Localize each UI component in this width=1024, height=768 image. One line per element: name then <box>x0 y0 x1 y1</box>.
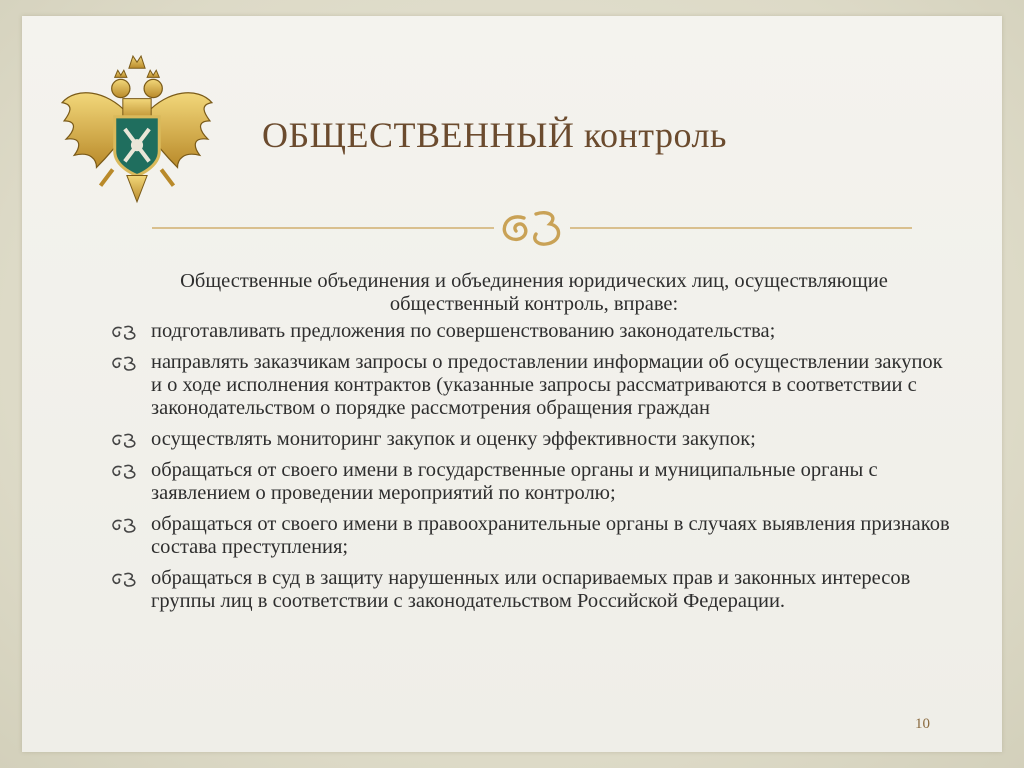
ornamental-divider-icon <box>152 206 912 250</box>
list-item <box>110 428 958 451</box>
ornamental-flourish-bullet-icon <box>110 356 140 371</box>
ornamental-flourish-bullet-icon <box>110 518 140 533</box>
list-item-text: обращаться в суд в защиту нарушенных или оспариваемых прав и законных интересов группы лиц в соответствии с законодательством Российской Федерации. <box>151 567 911 612</box>
list-item <box>110 351 958 420</box>
ornamental-flourish-bullet-icon <box>110 433 140 448</box>
list-item <box>110 567 958 613</box>
list-item-text: обращаться от своего имени в государственные органы и муниципальные органы с заявлением о проведении мероприятий по контролю; <box>151 459 878 504</box>
slide-content <box>110 270 958 621</box>
slide-title: ОБЩЕСТВЕННЫЙ контроль <box>262 115 727 155</box>
list-item-text: обращаться от своего имени в правоохранительные органы в случаях выявления признаков состава преступления; <box>151 513 950 558</box>
list-item-text: осуществлять мониторинг закупок и оценку эффективности закупок; <box>151 428 756 450</box>
slide-page <box>22 16 1002 752</box>
list-item-text: подготавливать предложения по совершенствованию законодательства; <box>151 320 776 342</box>
list-item-text: направлять заказчикам запросы о предоставлении информации об осуществлении закупок и о ходе исполнения контрактов (указанные запросы рассматриваются в соответствии с законодательством о порядке рассмотрения обращения граждан <box>151 351 943 419</box>
ornamental-flourish-bullet-icon <box>110 325 140 340</box>
ornamental-flourish-bullet-icon <box>110 464 140 479</box>
list-item <box>110 459 958 505</box>
ornamental-flourish-bullet-icon <box>110 572 140 587</box>
emblem-icon <box>56 50 218 212</box>
list-item <box>110 320 958 343</box>
page-number: 10 <box>915 716 930 732</box>
intro-text: Общественные объединения и объединения юридических лиц, осуществляющие общественный контроль, вправе: <box>180 270 888 315</box>
bullet-list <box>110 320 958 613</box>
list-item <box>110 513 958 559</box>
